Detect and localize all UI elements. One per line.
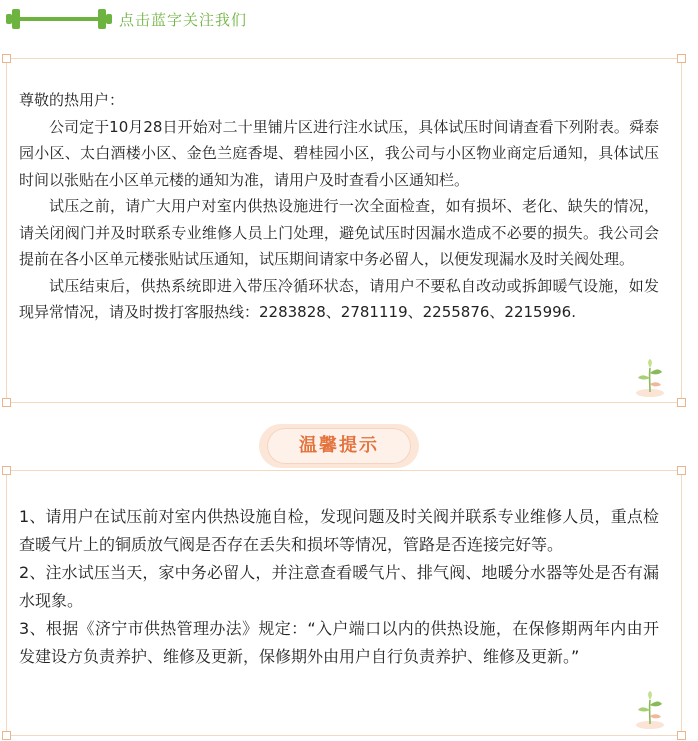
frame-corner: [677, 466, 686, 475]
dumbbell-icon: [6, 7, 112, 31]
tip-item: 1、请用户在试压前对室内供热设施自检，发现问题及时关阀并联系专业维修人员，重点检查暖气片上的铜质放气阀是否存在丢失和损坏等情况，管路是否连接完好等。: [19, 507, 659, 554]
tip-title: 温馨提示: [299, 435, 379, 456]
frame-corner: [2, 731, 11, 740]
frame-corner: [677, 398, 686, 407]
sprout-icon: [632, 690, 668, 730]
notice-paragraph: 公司定于10月28日开始对二十里铺片区进行注水试压，具体试压时间请查看下列附表。舜泰园小区、太白酒楼小区、金色兰庭香堤、碧桂园小区，我公司与小区物业商定后通知，具体试压时间以张贴在小区单元楼的通知为准，请用户及时查看小区通知栏。: [19, 117, 659, 189]
tips-body: [19, 503, 659, 671]
frame-corner: [677, 54, 686, 63]
sprout-icon: [632, 358, 668, 398]
follow-us-link[interactable]: 点击蓝字关注我们: [119, 11, 248, 29]
frame-corner: [2, 398, 11, 407]
header-bar: [0, 0, 698, 38]
frame-corner: [2, 54, 11, 63]
notice-greeting: 尊敬的热用户：: [19, 91, 125, 109]
tips-frame: [6, 470, 682, 736]
frame-corner: [677, 731, 686, 740]
tip-item: 2、注水试压当天，家中务必留人，并注意查看暖气片、排气阀、地暖分水器等处是否有漏水现象。: [19, 563, 659, 610]
notice-paragraph: 试压结束后，供热系统即进入带压冷循环状态，请用户不要私自改动或拆卸暖气设施，如发现异常情况，请及时拨打客服热线：2283828、2781119、2255876、2215996.: [19, 276, 659, 321]
frame-corner: [2, 466, 11, 475]
tip-heading: [259, 424, 419, 468]
notice-body: [19, 87, 659, 326]
tip-item: 3、根据《济宁市供热管理办法》规定：“入户端口以内的供热设施，在保修期两年内由开发建设方负责养护、维修及更新，保修期外由用户自行负责养护、维修及更新。”: [19, 619, 659, 666]
notice-frame: [6, 58, 682, 403]
notice-paragraph: 试压之前，请广大用户对室内供热设施进行一次全面检查，如有损坏、老化、缺失的情况，请关闭阀门并及时联系专业维修人员上门处理，避免试压时因漏水造成不必要的损失。我公司会提前在各小区单元楼张贴试压通知，试压期间请家中务必留人，以便发现漏水及时关阀处理。: [19, 197, 659, 268]
